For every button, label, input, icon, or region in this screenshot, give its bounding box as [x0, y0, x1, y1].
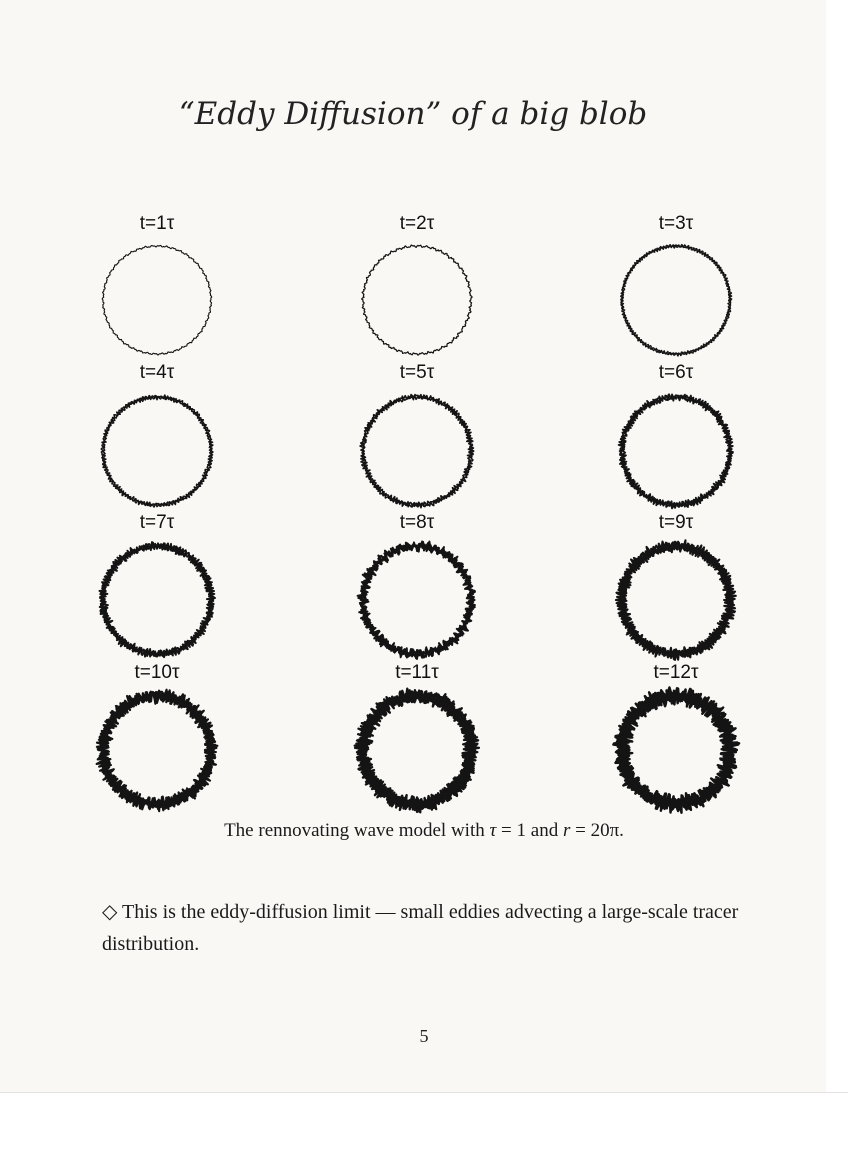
- blob-outline-t12: [606, 680, 746, 820]
- blob-outline-t6: [606, 381, 746, 521]
- blob-outline-t7: [87, 530, 227, 670]
- panel-label-t1: t=1τ: [139, 213, 175, 234]
- panel-label-t2: t=2τ: [399, 213, 435, 234]
- blob-outline-t3: [606, 230, 746, 370]
- blob-outline-t1: [87, 230, 227, 370]
- blob-outline-t2: [347, 230, 487, 370]
- scan-margin-bottom: [0, 1092, 848, 1170]
- panel-label-t4: t=4τ: [139, 362, 175, 383]
- panel-label-t11: t=11τ: [395, 662, 439, 683]
- panel-label-t10: t=10τ: [134, 662, 180, 683]
- panel-label-t5: t=5τ: [399, 362, 435, 383]
- diamond-icon: ◇: [102, 901, 118, 923]
- panel-label-t12: t=12τ: [653, 662, 699, 683]
- blob-outline-t4: [87, 381, 227, 521]
- remark-paragraph: [102, 896, 762, 960]
- remark-text: This is the eddy-diffusion limit — small eddies advecting a large-scale tracer distribution.: [102, 901, 739, 955]
- caption-prefix: The rennovating wave model with: [224, 820, 490, 841]
- blob-outline-t5: [347, 381, 487, 521]
- caption-tau-symbol: τ: [489, 820, 497, 841]
- caption-tau-value: = 1 and: [496, 820, 563, 841]
- panel-label-t6: t=6τ: [658, 362, 694, 383]
- panel-label-t3: t=3τ: [658, 213, 694, 234]
- panel-label-t8: t=8τ: [399, 512, 435, 533]
- figure-caption: [0, 820, 848, 842]
- caption-r-value: = 20π.: [570, 820, 624, 841]
- caption-r-symbol: r: [562, 820, 571, 841]
- blob-contour: [616, 687, 736, 812]
- blob-contour: [616, 540, 736, 658]
- blob-outline-t11: [347, 680, 487, 820]
- page-title: “Eddy Diffusion” of a big blob: [178, 96, 648, 132]
- scan-margin-right: [826, 0, 848, 1092]
- blob-contour: [102, 245, 212, 355]
- page-number: 5: [419, 1026, 429, 1046]
- panel-label-t9: t=9τ: [658, 512, 694, 533]
- blob-outline-t8: [347, 530, 487, 670]
- blob-outline-t10: [87, 680, 227, 820]
- blob-contour: [362, 245, 472, 355]
- blob-outline-t9: [606, 530, 746, 670]
- panel-label-t7: t=7τ: [139, 512, 175, 533]
